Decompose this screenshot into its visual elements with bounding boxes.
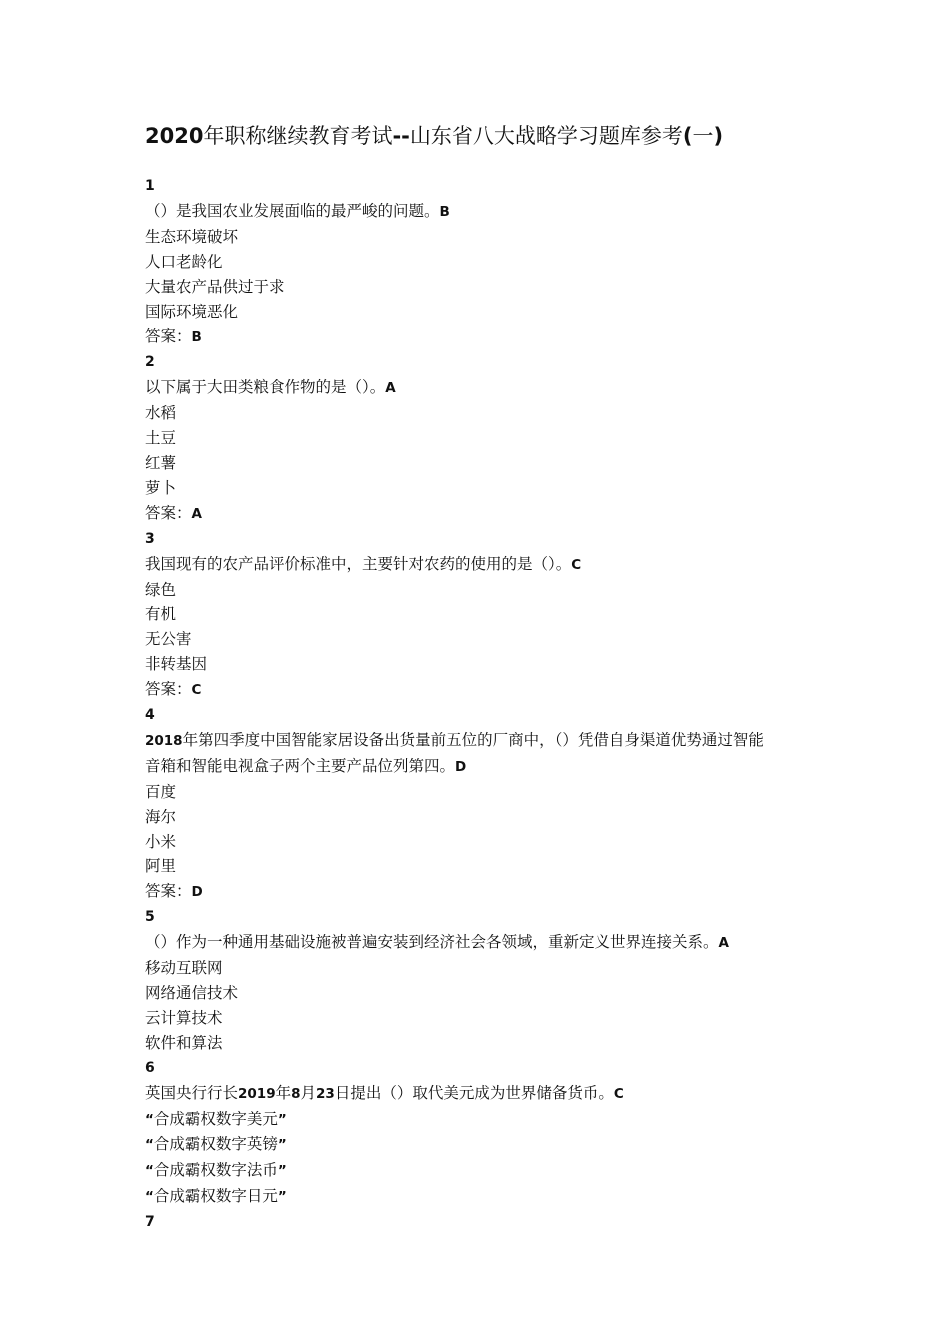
option-item: 有机: [145, 605, 177, 624]
question-block: [145, 350, 825, 526]
option-item: 大量农产品供过于求: [145, 277, 285, 296]
option-item: 软件和算法: [145, 1033, 223, 1052]
question-number: 1: [145, 178, 155, 194]
option-item: 百度: [145, 782, 177, 801]
option-item: “合成霸权数字法币”: [145, 1161, 287, 1180]
question-number: 7: [145, 1214, 155, 1231]
option-item: 萝卜: [145, 478, 177, 497]
answer-value: D: [191, 884, 203, 901]
option-item: 小米: [145, 832, 177, 851]
answer-line: 答案：A: [145, 503, 202, 522]
option-item: 绿色: [145, 580, 177, 599]
option-item: 生态环境破坏: [145, 227, 239, 246]
answer-mark: A: [718, 935, 729, 952]
answer-mark: C: [571, 556, 582, 573]
answer-mark: B: [439, 203, 450, 220]
option-item: 土豆: [145, 429, 177, 448]
answer-mark: A: [385, 380, 396, 397]
option-item: “合成霸权数字美元”: [145, 1109, 287, 1128]
answer-mark: D: [455, 758, 467, 775]
option-item: “合成霸权数字英镑”: [145, 1135, 287, 1154]
question-block: [145, 1056, 825, 1210]
answer-value: A: [191, 505, 202, 522]
question-number: 6: [145, 1059, 155, 1076]
option-item: “合成霸权数字日元”: [145, 1187, 287, 1206]
question-block: [145, 174, 825, 350]
answer-value: C: [191, 682, 202, 699]
option-item: 非转基因: [145, 655, 208, 674]
answer-line: 答案：D: [145, 882, 203, 901]
document-page: [145, 118, 825, 1235]
question-stem-continued: 音箱和智能电视盒子两个主要产品位列第四。D: [145, 756, 467, 775]
question-stem: 我国现有的农产品评价标准中，主要针对农药的使用的是（）。C: [145, 554, 582, 573]
option-item: 人口老龄化: [145, 252, 223, 271]
question-stem: 2018年第四季度中国智能家居设备出货量前五位的厂商中，（）凭借自身渠道优势通过智能: [145, 730, 764, 749]
question-block: [145, 905, 825, 1055]
answer-mark: C: [613, 1085, 624, 1102]
question-stem: 以下属于大田类粮食作物的是（）。A: [145, 378, 396, 397]
option-item: 网络通信技术: [145, 984, 239, 1002]
question-stem: （）作为一种通用基础设施被普遍安装到经济社会各领域，重新定义世界连接关系。A: [145, 933, 729, 952]
answer-line: 答案：B: [145, 327, 202, 346]
option-item: 阿里: [145, 857, 177, 876]
option-item: 国际环境恶化: [145, 302, 239, 321]
question-stem: （）是我国农业发展面临的最严峻的问题。B: [145, 201, 450, 220]
question-number: 3: [145, 530, 155, 547]
answer-value: B: [191, 329, 202, 346]
question-block: [145, 703, 825, 905]
option-item: 红薯: [145, 453, 177, 472]
option-item: 无公害: [145, 630, 192, 649]
option-item: 移动互联网: [145, 959, 223, 978]
option-item: 水稻: [145, 404, 177, 423]
question-number: 4: [145, 707, 155, 724]
question-number: 5: [145, 909, 155, 926]
question-block: [145, 527, 825, 703]
question-block: [145, 1210, 825, 1235]
question-stem: 英国央行行长2019年8月23日提出（）取代美元成为世界储备货币。C: [145, 1083, 624, 1102]
answer-line: 答案：C: [145, 680, 202, 699]
document-title: 2020年职称继续教育考试--山东省八大战略学习题库参考(一): [145, 124, 724, 148]
option-item: 云计算技术: [145, 1008, 223, 1027]
question-number: 2: [145, 354, 155, 371]
option-item: 海尔: [145, 807, 177, 826]
